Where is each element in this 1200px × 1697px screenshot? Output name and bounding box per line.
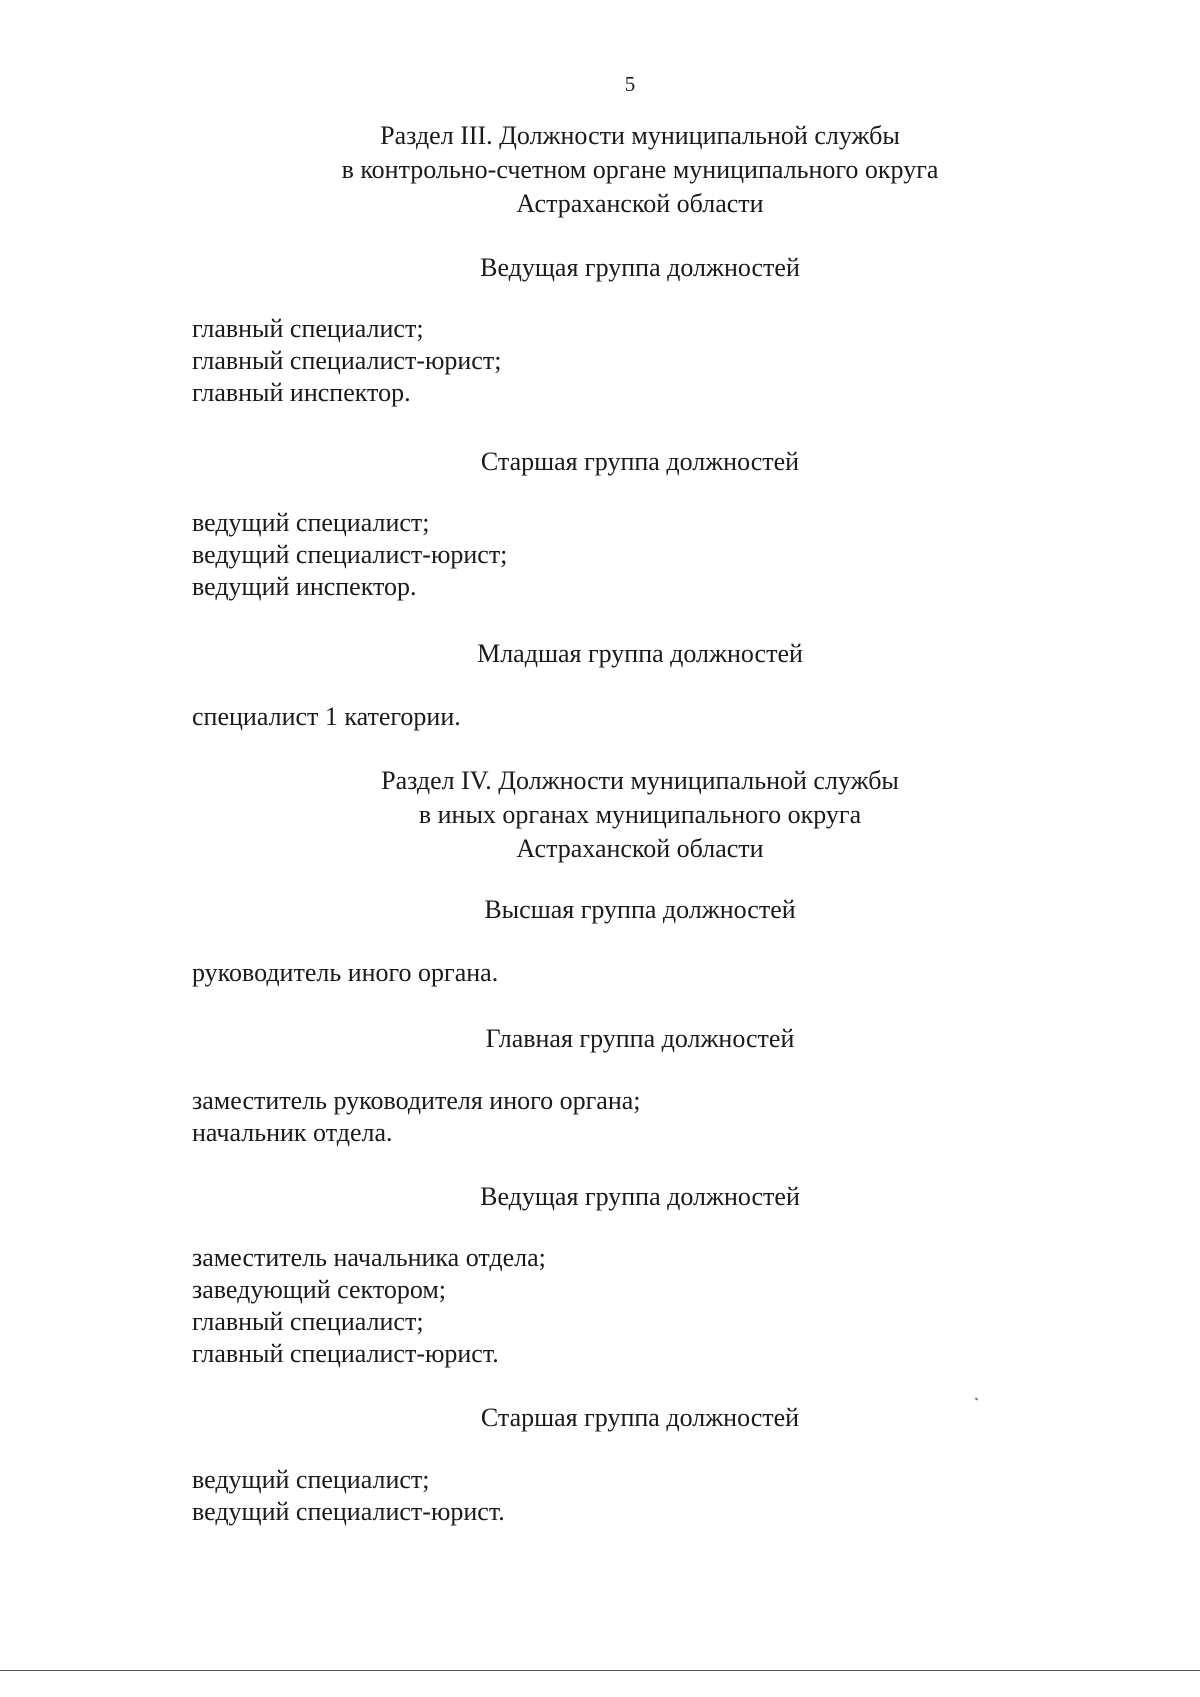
bottom-rule xyxy=(0,1670,1200,1671)
list-item: ведущий инспектор. xyxy=(192,572,417,601)
position-list xyxy=(192,1085,1012,1149)
group-heading xyxy=(250,251,1030,285)
page-number: 5 xyxy=(624,72,636,96)
position-list xyxy=(192,957,1012,989)
group-heading xyxy=(250,445,1030,479)
list-item: главный инспектор. xyxy=(192,378,411,407)
group-heading-text: Старшая группа должностей xyxy=(480,447,800,476)
list-item: главный специалист; xyxy=(192,314,424,343)
section-title-line: Раздел III. Должности муниципальной службы xyxy=(380,121,900,150)
group-heading-text: Высшая группа должностей xyxy=(484,895,796,924)
section-title-line: в иных органах муниципального округа xyxy=(418,800,862,829)
list-item: заместитель руководителя иного органа; xyxy=(192,1086,641,1115)
group-heading xyxy=(250,1180,1030,1214)
group-heading-text: Ведущая группа должностей xyxy=(480,253,800,282)
list-item: ведущий специалист; xyxy=(192,508,430,537)
group-heading xyxy=(250,1022,1030,1056)
group-heading-text: Главная группа должностей xyxy=(485,1024,795,1053)
group-heading-text: Младшая группа должностей xyxy=(477,639,803,668)
position-list xyxy=(192,1464,1012,1528)
list-item: руководитель иного органа. xyxy=(192,958,499,987)
section-title-line: Астраханской области xyxy=(516,189,764,218)
section-title-line: в контрольно-счетном органе муниципального округа xyxy=(341,155,939,184)
group-heading-text: Старшая группа должностей xyxy=(480,1403,800,1432)
list-item: главный специалист-юрист. xyxy=(192,1339,499,1368)
list-item: начальник отдела. xyxy=(192,1118,393,1147)
group-heading-text: Ведущая группа должностей xyxy=(480,1182,800,1211)
list-item: главный специалист; xyxy=(192,1307,424,1336)
section-title-line: Раздел IV. Должности муниципальной службы xyxy=(381,766,899,795)
position-list xyxy=(192,1242,1012,1370)
group-heading xyxy=(250,893,1030,927)
position-list xyxy=(192,701,1012,733)
list-item: главный специалист-юрист; xyxy=(192,346,502,375)
list-item: специалист 1 категории. xyxy=(192,702,461,731)
position-list xyxy=(192,313,1012,409)
list-item: заместитель начальника отдела; xyxy=(192,1243,546,1272)
position-list xyxy=(192,507,1012,603)
section-title-line: Астраханской области xyxy=(516,834,764,863)
group-heading xyxy=(250,1401,1030,1435)
section-4-title xyxy=(250,764,1030,866)
list-item: заведующий сектором; xyxy=(192,1275,447,1304)
group-heading xyxy=(250,637,1030,671)
section-3-title xyxy=(250,119,1030,221)
list-item: ведущий специалист-юрист. xyxy=(192,1497,505,1526)
list-item: ведущий специалист; xyxy=(192,1465,430,1494)
list-item: ведущий специалист-юрист; xyxy=(192,540,508,569)
